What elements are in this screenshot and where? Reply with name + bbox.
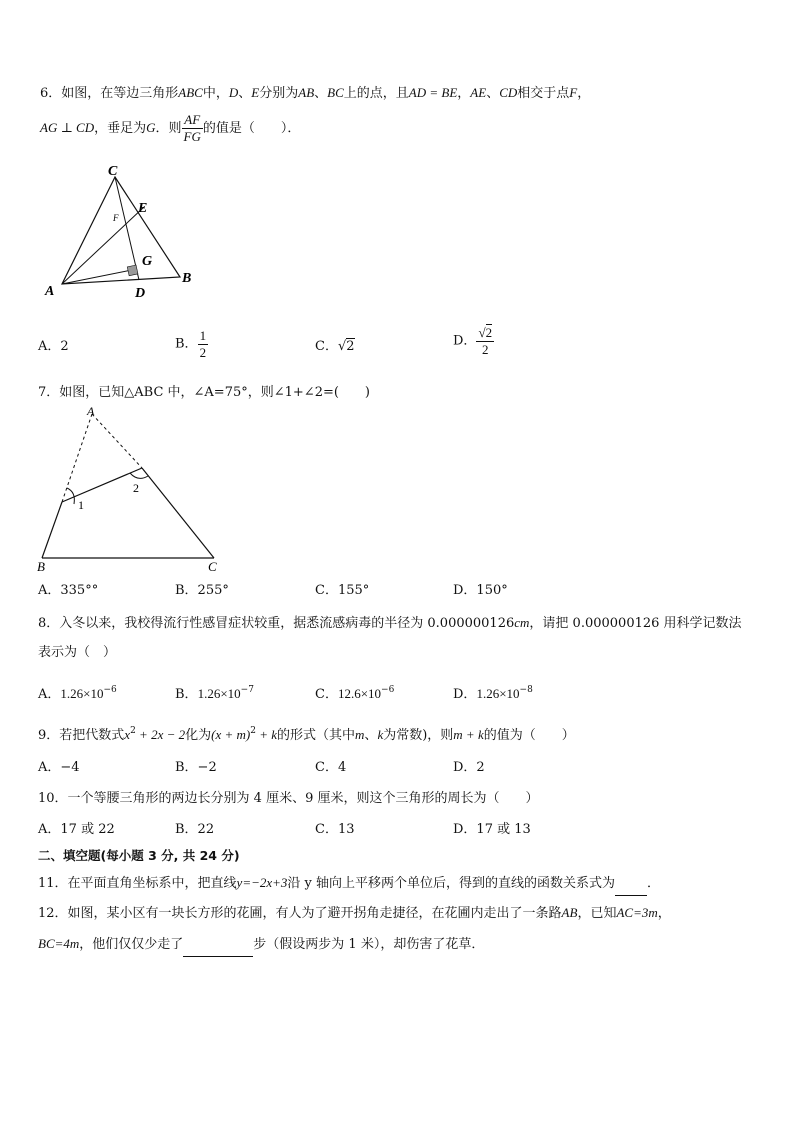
q7-angle2-arc [130, 473, 148, 478]
q6-label-d: D [135, 286, 146, 301]
q9-option-d: D．2 [453, 760, 485, 775]
q8-opt-d-exp: −8 [519, 685, 533, 695]
q6-text-f: ，垂足为 [94, 121, 147, 136]
q6-opt-b-label: B． [175, 336, 198, 352]
q6-label-e: E [138, 201, 148, 216]
q8-opt-c-exp: −6 [381, 685, 395, 695]
q6-opt-c-radicand: 2 [346, 339, 355, 354]
q6-e: E [251, 85, 260, 100]
q9-sep: 、 [364, 728, 378, 743]
q9-suffix: 的值为（ ） [483, 728, 575, 743]
q6-eq: AD = BE [408, 85, 458, 100]
q9-expr2: (x + m) [211, 727, 251, 742]
q8-opt-d-base: 1.26×10 [476, 686, 520, 701]
q8-unit: cm [514, 615, 530, 630]
q6-end1: ， [577, 86, 591, 101]
q7-angle1-arc [67, 488, 74, 504]
q6-opt-d-num [476, 325, 494, 342]
q6-text-a: 如图，在等边三角形 [61, 86, 179, 101]
q9-mid3: 为常数)，则 [383, 728, 454, 743]
q12-stem-line2 [38, 935, 484, 957]
q7-side-b [42, 502, 62, 558]
q6-label-c: C [108, 164, 118, 179]
q6-opt-d-den: 2 [482, 342, 489, 357]
q8-text-a: 8．入冬以来，我校得流行性感冒症状较重，据悉流感病毒的半径为 0.000000126 [38, 616, 515, 631]
q6-fraction [182, 112, 203, 145]
q8-opt-d-label: D． [453, 687, 477, 702]
q10-option-c: C．13 [315, 822, 355, 837]
q9-option-c: C．4 [315, 760, 347, 775]
q6-option-b [175, 328, 208, 361]
q9-expr1-exp: 2 [130, 726, 136, 736]
q6-bc: BC [327, 85, 344, 100]
q7-label-a: A [87, 406, 95, 418]
q8-option-a [38, 681, 117, 704]
q6-number: 6． [40, 86, 62, 101]
q9-k: k [377, 727, 384, 742]
q6-stem-line2 [40, 112, 300, 145]
q7-label-1: 1 [78, 498, 84, 512]
q6-stem-line1 [40, 84, 590, 103]
q6-option-d [453, 325, 494, 358]
section2-title: 二、填空题(每小题 3 分, 共 24 分) [38, 848, 240, 863]
q6-sep4: 、 [486, 86, 500, 101]
q7-option-a: A．335°° [38, 583, 99, 598]
q11-line-eq: y=−2x+3 [236, 875, 288, 890]
q10-option-b: B．22 [175, 822, 215, 837]
q6-sep2: 、 [314, 86, 328, 101]
sqrt-icon: √ [478, 325, 486, 340]
q6-frac-den: FG [183, 129, 201, 144]
q7-dashed-ab [62, 414, 92, 502]
q9-expr1-rest: + 2x − 2 [135, 727, 186, 742]
q6-ab: AB [298, 85, 315, 100]
q6-label-b: B [182, 271, 192, 286]
q12-text-a: 12．如图，某小区有一块长方形的花圃，有人为了避开拐角走捷径，在花圃内走出了一条路 [38, 906, 562, 921]
q9-mid2: 的形式（其中 [277, 728, 356, 743]
q10-option-d: D．17 或 13 [453, 822, 531, 837]
q11-text-a: 11．在平面直角坐标系中，把直线 [38, 876, 237, 891]
q7-option-c: C．155° [315, 583, 370, 598]
q11-end: ． [647, 876, 661, 891]
q6-opt-b-den: 2 [199, 345, 207, 360]
q9-expr2-rest: + k [255, 727, 278, 742]
q10-stem: 10．一个等腰三角形的两边长分别为 4 厘米、9 厘米，则这个三角形的周长为（ ） [38, 791, 539, 806]
q11-stem [38, 874, 660, 896]
q12-ab: AB [561, 905, 578, 920]
q11-answer-blank[interactable] [615, 877, 647, 896]
q8-opt-b-base: 1.26×10 [197, 686, 241, 701]
q9-m: m [355, 727, 365, 742]
q6-opt-d-fraction [476, 325, 494, 358]
q6-opt-a-value: 2 [60, 339, 69, 354]
q9-mid: 化为 [185, 728, 212, 743]
q6-label-f: F [113, 213, 119, 223]
q12-text-e: 步（假设两步为 1 米），却伤害了花草． [253, 937, 485, 952]
q6-abc: ABC [178, 85, 203, 100]
q6-segment-cd [115, 177, 139, 280]
q12-ac: AC=3m [616, 905, 658, 920]
q6-sep1: 、 [238, 86, 252, 101]
q6-d: D [228, 85, 239, 100]
q9-stem [38, 722, 575, 745]
q6-text-b: 中， [202, 86, 229, 101]
q7-label-c: C [208, 559, 217, 574]
q8-stem-line2: 表示为（ ） [38, 645, 117, 660]
q12-text-d: ，他们仅仅少走了 [79, 937, 184, 952]
q12-text-c: ， [657, 906, 671, 921]
sqrt-icon: √ [337, 339, 347, 354]
q7-label-2: 2 [133, 481, 139, 495]
q6-label-a: A [45, 284, 55, 299]
q6-g: G [146, 120, 156, 135]
q9-prefix: 9．若把代数式 [38, 728, 125, 743]
q6-sep3: ， [457, 86, 471, 101]
q12-answer-blank[interactable] [183, 938, 253, 957]
q6-opt-d-label: D． [453, 333, 477, 349]
q10-option-a: A．17 或 22 [38, 822, 115, 837]
q9-option-a: A．−4 [38, 760, 80, 775]
q6-frac-num: AF [182, 112, 203, 129]
q8-opt-c-base: 12.6×10 [337, 686, 382, 701]
q9-option-b: B．−2 [175, 760, 217, 775]
q8-opt-b-label: B． [175, 687, 198, 702]
q9-expr1: x [124, 727, 131, 742]
q6-ae: AE [470, 85, 487, 100]
q7-option-d: D．150° [453, 583, 508, 598]
q6-perp: AG ⊥ CD [40, 120, 95, 135]
q6-opt-b-fraction [198, 328, 209, 361]
q6-option-c [315, 338, 355, 356]
q11-text-b: 沿 y 轴向上平移两个单位后，得到的直线的函数关系式为 [287, 876, 616, 891]
q6-opt-b-num: 1 [199, 328, 207, 343]
q12-text-b: ，已知 [577, 906, 617, 921]
q6-opt-d-radicand: 2 [485, 325, 493, 340]
q8-option-c [315, 681, 394, 704]
q7-option-b: B．255° [175, 583, 229, 598]
q8-opt-c-label: C． [315, 687, 338, 702]
q8-option-d [453, 681, 533, 704]
q8-opt-a-exp: −6 [103, 685, 117, 695]
q6-label-g: G [142, 254, 153, 269]
q12-stem-line1 [38, 904, 671, 923]
q8-opt-a-base: 1.26×10 [60, 686, 104, 701]
q6-option-a [38, 338, 69, 356]
q8-option-b [175, 681, 254, 704]
q6-f: F [569, 85, 578, 100]
q8-text-b: ，请把 0.000000126 用科学记数法 [529, 616, 742, 631]
q9-expr3: m + k [453, 727, 484, 742]
q6-text-g: ．则 [155, 121, 182, 136]
q6-text-d: 上的点，且 [343, 86, 409, 101]
q6-text-e: 相交于点 [517, 86, 570, 101]
q7-dashed-ac [92, 414, 142, 468]
q8-opt-a-label: A． [38, 687, 61, 702]
q6-right-angle-mark [127, 265, 138, 276]
q6-opt-a-label: A． [38, 339, 61, 354]
q6-triangle-figure [40, 160, 210, 305]
q12-bc: BC=4m [38, 936, 80, 951]
q6-opt-c-label: C． [315, 339, 338, 354]
q8-opt-b-exp: −7 [240, 685, 254, 695]
q7-label-b: B [37, 559, 45, 574]
q7-stem: 7．如图，已知△ABC 中，∠A=75°，则∠1+∠2=( ) [38, 385, 371, 400]
q7-triangle-figure [34, 406, 234, 576]
q6-cd: CD [499, 85, 518, 100]
q6-text-c: 分别为 [259, 86, 299, 101]
q8-stem-line1 [38, 614, 742, 633]
q7-side-c [142, 468, 214, 558]
q9-expr2-exp: 2 [250, 726, 256, 736]
q6-text-h: 的值是（ ）． [202, 121, 301, 136]
